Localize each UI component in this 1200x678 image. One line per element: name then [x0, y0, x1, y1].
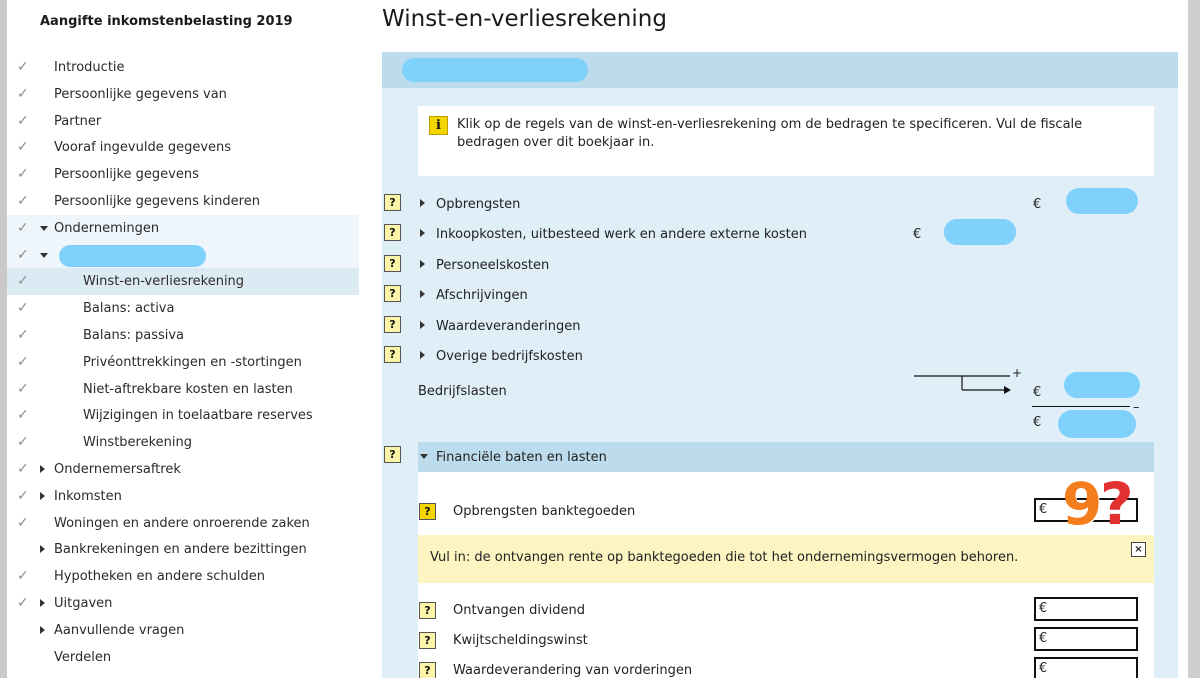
redacted-amount: [1064, 372, 1140, 398]
main-content: [360, 0, 1188, 678]
euro-sign: €: [1033, 415, 1042, 430]
checkmark-icon: ✓: [17, 460, 29, 477]
sidebar-item-label: Partner: [54, 113, 102, 129]
checkmark-icon: ✓: [17, 487, 29, 504]
checkmark-icon: ✓: [17, 380, 29, 397]
caret-down-icon[interactable]: [40, 250, 50, 260]
tip-text: Vul in: de ontvangen rente op banktegoeden die tot het ondernemingsvermogen behoren.: [430, 550, 1019, 565]
checkmark-icon: ✓: [17, 85, 29, 102]
help-icon[interactable]: ?: [384, 255, 401, 272]
sidebar-item[interactable]: [7, 590, 359, 617]
panel-header: [382, 52, 1178, 88]
redacted-company-name: [402, 58, 588, 82]
euro-sign: €: [1033, 197, 1042, 212]
sidebar-item-label: Vooraf ingevulde gegevens: [54, 140, 232, 156]
subtotal-divider: [1032, 406, 1130, 407]
checkmark-icon: ✓: [17, 139, 29, 156]
help-icon[interactable]: ?: [419, 662, 436, 678]
help-icon[interactable]: ?: [384, 224, 401, 241]
sidebar-item-label: Persoonlijke gegevens: [54, 167, 199, 183]
checkmark-icon: ✓: [17, 407, 29, 424]
info-box: [418, 106, 1154, 176]
checkmark-icon: ✓: [17, 192, 29, 209]
checkmark-icon: ✓: [17, 219, 29, 236]
sidebar-item[interactable]: [7, 429, 359, 456]
sidebar-item[interactable]: [7, 456, 359, 483]
sidebar-item-label: Winst-en-verliesrekening: [83, 274, 245, 290]
help-icon[interactable]: ?: [384, 316, 401, 333]
page-title: Winst-en-verliesrekening: [382, 6, 667, 32]
sidebar-item-label: Ondernemersaftrek: [54, 461, 181, 477]
expand-caret-icon[interactable]: [420, 199, 425, 207]
row-label-opbrengsten[interactable]: Opbrengsten: [436, 197, 521, 212]
row-label-personeelskosten[interactable]: Personeelskosten: [436, 258, 550, 273]
sidebar-item-label: Aanvullende vragen: [54, 622, 185, 638]
sidebar-item[interactable]: [7, 644, 359, 671]
annotation-number: 9: [1062, 470, 1103, 538]
expand-caret-icon[interactable]: [420, 321, 425, 329]
sidebar-item-label: Bankrekeningen en andere bezittingen: [54, 542, 307, 558]
checkmark-icon: ✓: [17, 594, 29, 611]
row-label-waardeverandering-vorderingen: Waardeverandering van vorderingen: [453, 663, 693, 678]
checkmark-icon: ✓: [17, 59, 29, 75]
annotation-question-mark: ?: [1100, 470, 1134, 538]
sidebar-item-label: Inkomsten: [54, 488, 122, 504]
sidebar-item[interactable]: [7, 402, 359, 429]
window-frame-left: [0, 0, 7, 678]
checkmark-icon: ✓: [17, 353, 29, 370]
sidebar-item-label: Balans: activa: [83, 301, 175, 317]
sidebar-item-label: Introductie: [54, 60, 125, 75]
sidebar-item[interactable]: [7, 81, 359, 108]
sidebar-item-label: Hypotheken en andere schulden: [54, 569, 265, 585]
row-label-waardeveranderingen[interactable]: Waardeveranderingen: [436, 319, 581, 334]
sidebar-item[interactable]: [7, 161, 359, 188]
sidebar-navigation: [7, 0, 359, 678]
financial-section-header[interactable]: [418, 442, 1154, 472]
redacted-amount: [944, 219, 1016, 245]
help-icon[interactable]: ?: [384, 194, 401, 211]
info-icon: i: [429, 116, 448, 135]
sidebar-item[interactable]: [7, 108, 359, 135]
amount-input-banktegoeden[interactable]: €: [1034, 498, 1138, 522]
sidebar-item[interactable]: [7, 242, 359, 269]
checkmark-icon: ✓: [17, 112, 29, 129]
sidebar-item-label: Privéonttrekkingen en -stortingen: [83, 354, 302, 370]
help-icon[interactable]: ?: [384, 346, 401, 363]
checkmark-icon: ✓: [17, 514, 29, 531]
checkmark-icon: ✓: [17, 326, 29, 343]
bedrijfslasten-label: Bedrijfslasten: [418, 384, 507, 399]
row-label-overige-bedrijfskosten[interactable]: Overige bedrijfskosten: [436, 349, 583, 364]
expand-caret-icon[interactable]: [420, 290, 425, 298]
sidebar-item-label: Persoonlijke gegevens kinderen: [54, 193, 260, 209]
minus-sign: –: [1133, 400, 1140, 415]
euro-sign: €: [1033, 385, 1042, 400]
sidebar-item-label: Balans: passiva: [83, 327, 185, 343]
row-label-afschrijvingen[interactable]: Afschrijvingen: [436, 288, 528, 303]
row-label-opbrengsten-banktegoeden: Opbrengsten banktegoeden: [453, 504, 636, 519]
expand-caret-icon[interactable]: [420, 229, 425, 237]
help-icon[interactable]: ?: [384, 285, 401, 302]
financial-section-label[interactable]: Financiële baten en lasten: [436, 450, 607, 465]
caret-down-icon[interactable]: [40, 223, 50, 233]
sidebar-item-label: Niet-aftrekbare kosten en lasten: [83, 381, 293, 397]
tip-box: [418, 535, 1154, 583]
sidebar-item-label: Woningen en andere onroerende zaken: [54, 515, 310, 531]
caret-right-icon[interactable]: [40, 625, 50, 635]
checkmark-icon: ✓: [17, 273, 29, 290]
sidebar-item[interactable]: [7, 134, 359, 161]
row-label-ontvangen-dividend: Ontvangen dividend: [453, 603, 585, 618]
sidebar-item[interactable]: [7, 188, 359, 215]
sidebar-item[interactable]: [7, 295, 359, 322]
expand-caret-icon[interactable]: [420, 351, 425, 359]
sidebar-item[interactable]: [7, 376, 359, 403]
sidebar-item[interactable]: [7, 563, 359, 590]
checkmark-icon: ✓: [17, 246, 29, 263]
sidebar-item[interactable]: [7, 268, 359, 295]
redacted-amount: [1058, 410, 1136, 438]
close-icon[interactable]: ×: [1131, 542, 1146, 557]
checkmark-icon: ✓: [17, 300, 29, 317]
sidebar-item[interactable]: [7, 322, 359, 349]
sidebar-item[interactable]: [7, 536, 359, 563]
sidebar-item-label: Wijzigingen in toelaatbare reserves: [83, 408, 313, 424]
row-label-kwijtscheldingswinst: Kwijtscheldingswinst: [453, 633, 588, 648]
sidebar-item[interactable]: [7, 510, 359, 537]
help-icon[interactable]: ?: [419, 503, 436, 520]
amount-input-dividend[interactable]: €: [1034, 597, 1138, 621]
sidebar-item[interactable]: [7, 483, 359, 510]
row-label-inkoopkosten[interactable]: Inkoopkosten, uitbesteed werk en andere externe kosten: [436, 227, 807, 242]
caret-right-icon[interactable]: [40, 491, 50, 501]
redacted-amount: [1066, 188, 1138, 214]
sidebar-item[interactable]: [7, 215, 359, 242]
checkmark-icon: ✓: [17, 434, 29, 451]
sidebar-nav-list: [7, 54, 359, 670]
collapse-caret-icon[interactable]: [420, 454, 428, 459]
sidebar-title: Aangifte inkomstenbelasting 2019: [40, 14, 293, 29]
checkmark-icon: ✓: [17, 166, 29, 183]
info-text: Klik op de regels van de winst-en-verliesrekening om de bedragen te specificeren. Vul de fiscale bedragen over dit boekjaar in.: [457, 117, 1083, 150]
checkmark-icon: ✓: [17, 568, 29, 585]
amount-input-kwijtscheldingswinst[interactable]: €: [1034, 627, 1138, 651]
sidebar-item-label: Winstberekening: [83, 435, 193, 451]
euro-sign: €: [913, 227, 922, 242]
sidebar-item-label: Uitgaven: [54, 595, 113, 611]
sidebar-item-label: Verdelen: [54, 649, 112, 665]
sidebar-item-label: Ondernemingen: [54, 220, 160, 236]
help-icon[interactable]: ?: [419, 602, 436, 619]
window-frame-right: [1188, 0, 1200, 678]
sidebar-item[interactable]: [7, 617, 359, 644]
caret-right-icon[interactable]: [40, 464, 50, 474]
sidebar-item[interactable]: [7, 54, 359, 81]
caret-right-icon[interactable]: [40, 598, 50, 608]
amount-input-vorderingen[interactable]: €: [1034, 657, 1138, 678]
sidebar-item[interactable]: [7, 349, 359, 376]
sidebar-item-label: Persoonlijke gegevens van: [54, 86, 227, 102]
expand-caret-icon[interactable]: [420, 260, 425, 268]
form-panel: [382, 52, 1178, 678]
redacted-company-name: [59, 245, 206, 267]
plus-sign: +: [1012, 366, 1023, 380]
help-icon[interactable]: ?: [419, 632, 436, 649]
caret-right-icon[interactable]: [40, 544, 50, 554]
help-icon[interactable]: ?: [384, 446, 401, 463]
